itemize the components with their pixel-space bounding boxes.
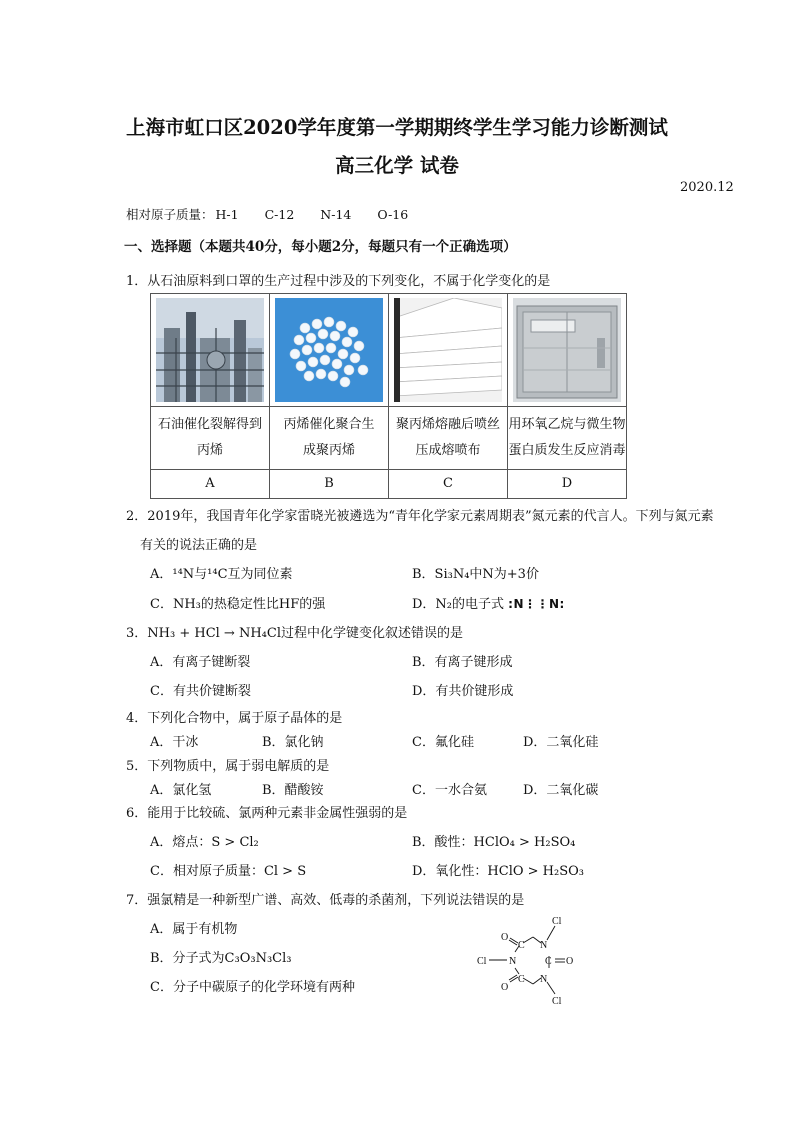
polypropylene-pellets-photo: [275, 298, 383, 402]
q1-desc-a-line1: 石油催化裂解得到: [157, 417, 262, 432]
q1-desc-a-line2: 丙烯: [196, 443, 223, 458]
question-3-stem: 3．NH₃ + HCl → NH₄Cl过程中化学键变化叙述错误的是: [126, 626, 463, 641]
trichloroisocyanuric-acid-structure: [477, 912, 587, 1007]
sterilizer-cabinet-photo: [513, 298, 621, 402]
section-heading: 一、选择题（本题共40分，每小题2分，每题只有一个正确选项）: [124, 239, 517, 255]
q6-option-a: A．熔点：S > Cl₂: [150, 835, 259, 850]
structure-atom-n-bottom-right: N: [540, 974, 548, 985]
q6-option-d: D．氧化性：HClO > H₂SO₃: [412, 864, 585, 879]
q7-option-b: B．分子式为C₃O₃N₃Cl₃: [150, 951, 292, 966]
q1-option-desc-d: [508, 407, 627, 470]
structure-atom-n-left: N: [509, 956, 517, 967]
q2-option-d: [412, 593, 565, 612]
question-2-stem-line1: 2．2019年，我国青年化学家雷晓光被遴选为“青年化学家元素周期表”氮元素的代言人。下列与氮元素: [126, 509, 714, 524]
structure-atom-c-right: C: [545, 956, 552, 967]
question-6-stem: 6．能用于比较硫、氯两种元素非金属性强弱的是: [126, 806, 408, 821]
q5-option-c: C．一水合氨: [412, 783, 487, 798]
q1-desc-c-line2: 压成熔喷布: [415, 443, 481, 458]
q1-desc-c-line1: 聚丙烯熔融后喷丝: [395, 417, 500, 432]
q1-image-cell-a: [151, 294, 270, 407]
q1-desc-b-line2: 成聚丙烯: [302, 443, 355, 458]
q1-option-letter-d: D: [508, 470, 627, 499]
atomic-mass-o: O-16: [377, 207, 409, 222]
structure-atom-cl-left: Cl: [477, 956, 487, 967]
q1-option-letter-b: B: [270, 470, 389, 499]
question-1-table: [150, 293, 627, 499]
q1-image-cell-b: [270, 294, 389, 407]
question-1-stem: 1．从石油原料到口罩的生产过程中涉及的下列变化，不属于化学变化的是: [126, 274, 551, 289]
structure-atom-o-upper-left: O: [501, 932, 509, 943]
q3-option-b: B．有离子键形成: [412, 655, 513, 670]
q4-option-c: C．氟化硅: [412, 735, 474, 750]
q1-option-desc-c: [389, 407, 508, 470]
meltblown-fabric-photo: [394, 298, 502, 402]
q1-option-desc-a: [151, 407, 270, 470]
q5-option-d: D．二氧化碳: [523, 783, 599, 798]
q2-option-a: A．¹⁴N与¹⁴C互为同位素: [150, 567, 293, 582]
structure-atom-o-lower-left: O: [501, 982, 509, 993]
q1-image-cell-d: [508, 294, 627, 407]
structure-atom-c-top-left: C: [518, 940, 525, 951]
q6-option-c: C．相对原子质量：Cl > S: [150, 864, 307, 879]
q2-option-b: B．Si₃N₄中N为+3价: [412, 567, 539, 582]
structure-atom-c-bottom-left: C: [518, 974, 525, 985]
q1-option-desc-b: [270, 407, 389, 470]
question-7-stem: 7．强氯精是一种新型广谱、高效、低毒的杀菌剂，下列说法错误的是: [126, 893, 525, 908]
atomic-mass-label: 相对原子质量：: [126, 207, 214, 222]
q1-option-letter-a: A: [151, 470, 270, 499]
q1-desc-d-line1: 用环氧乙烷与微生物: [508, 417, 626, 432]
q3-option-d: D．有共价键形成: [412, 684, 514, 699]
exam-subtitle: 高三化学 试卷: [335, 154, 459, 177]
question-5-stem: 5．下列物质中，属于弱电解质的是: [126, 759, 330, 774]
q4-option-b: B．氯化钠: [262, 735, 324, 750]
q7-option-c: C．分子中碳原子的化学环境有两种: [150, 980, 355, 995]
q2-option-c: C．NH₃的热稳定性比HF的强: [150, 597, 326, 612]
q4-option-d: D．二氧化硅: [523, 735, 599, 750]
atomic-mass-n: N-14: [320, 207, 352, 222]
q1-desc-b-line1: 丙烯催化聚合生: [283, 417, 375, 432]
q3-option-c: C．有共价键断裂: [150, 684, 251, 699]
refinery-photo: [156, 298, 264, 402]
question-2-stem-line2: 有关的说法正确的是: [140, 538, 258, 553]
structure-atom-cl-bottom: Cl: [552, 996, 562, 1007]
atomic-mass-h: H-1: [215, 207, 239, 222]
question-4-stem: 4．下列化合物中，属于原子晶体的是: [126, 711, 343, 726]
q4-option-a: A．干冰: [150, 735, 199, 750]
exam-title: 上海市虹口区2020学年度第一学期期终学生学习能力诊断测试: [126, 116, 668, 139]
q6-option-b: B．酸性：HClO₄ > H₂SO₄: [412, 835, 576, 850]
q1-option-letter-c: C: [389, 470, 508, 499]
atomic-mass-line: [126, 205, 434, 223]
n2-electron-formula: :N⋮⋮N:: [508, 597, 565, 611]
q7-option-a: A．属于有机物: [150, 922, 238, 937]
q3-option-a: A．有离子键断裂: [150, 655, 251, 670]
q5-option-a: A．氯化氢: [150, 783, 212, 798]
exam-date: 2020.12: [680, 180, 734, 195]
structure-atom-cl-top: Cl: [552, 916, 562, 927]
q1-desc-d-line2: 蛋白质发生反应消毒: [508, 443, 626, 458]
atomic-mass-c: C-12: [264, 207, 295, 222]
structure-atom-o-right: O: [566, 956, 574, 967]
structure-atom-n-top-right: N: [540, 940, 548, 951]
q5-option-b: B．醋酸铵: [262, 783, 324, 798]
q2-option-d-text: D．N₂的电子式: [412, 597, 505, 612]
q1-image-cell-c: [389, 294, 508, 407]
